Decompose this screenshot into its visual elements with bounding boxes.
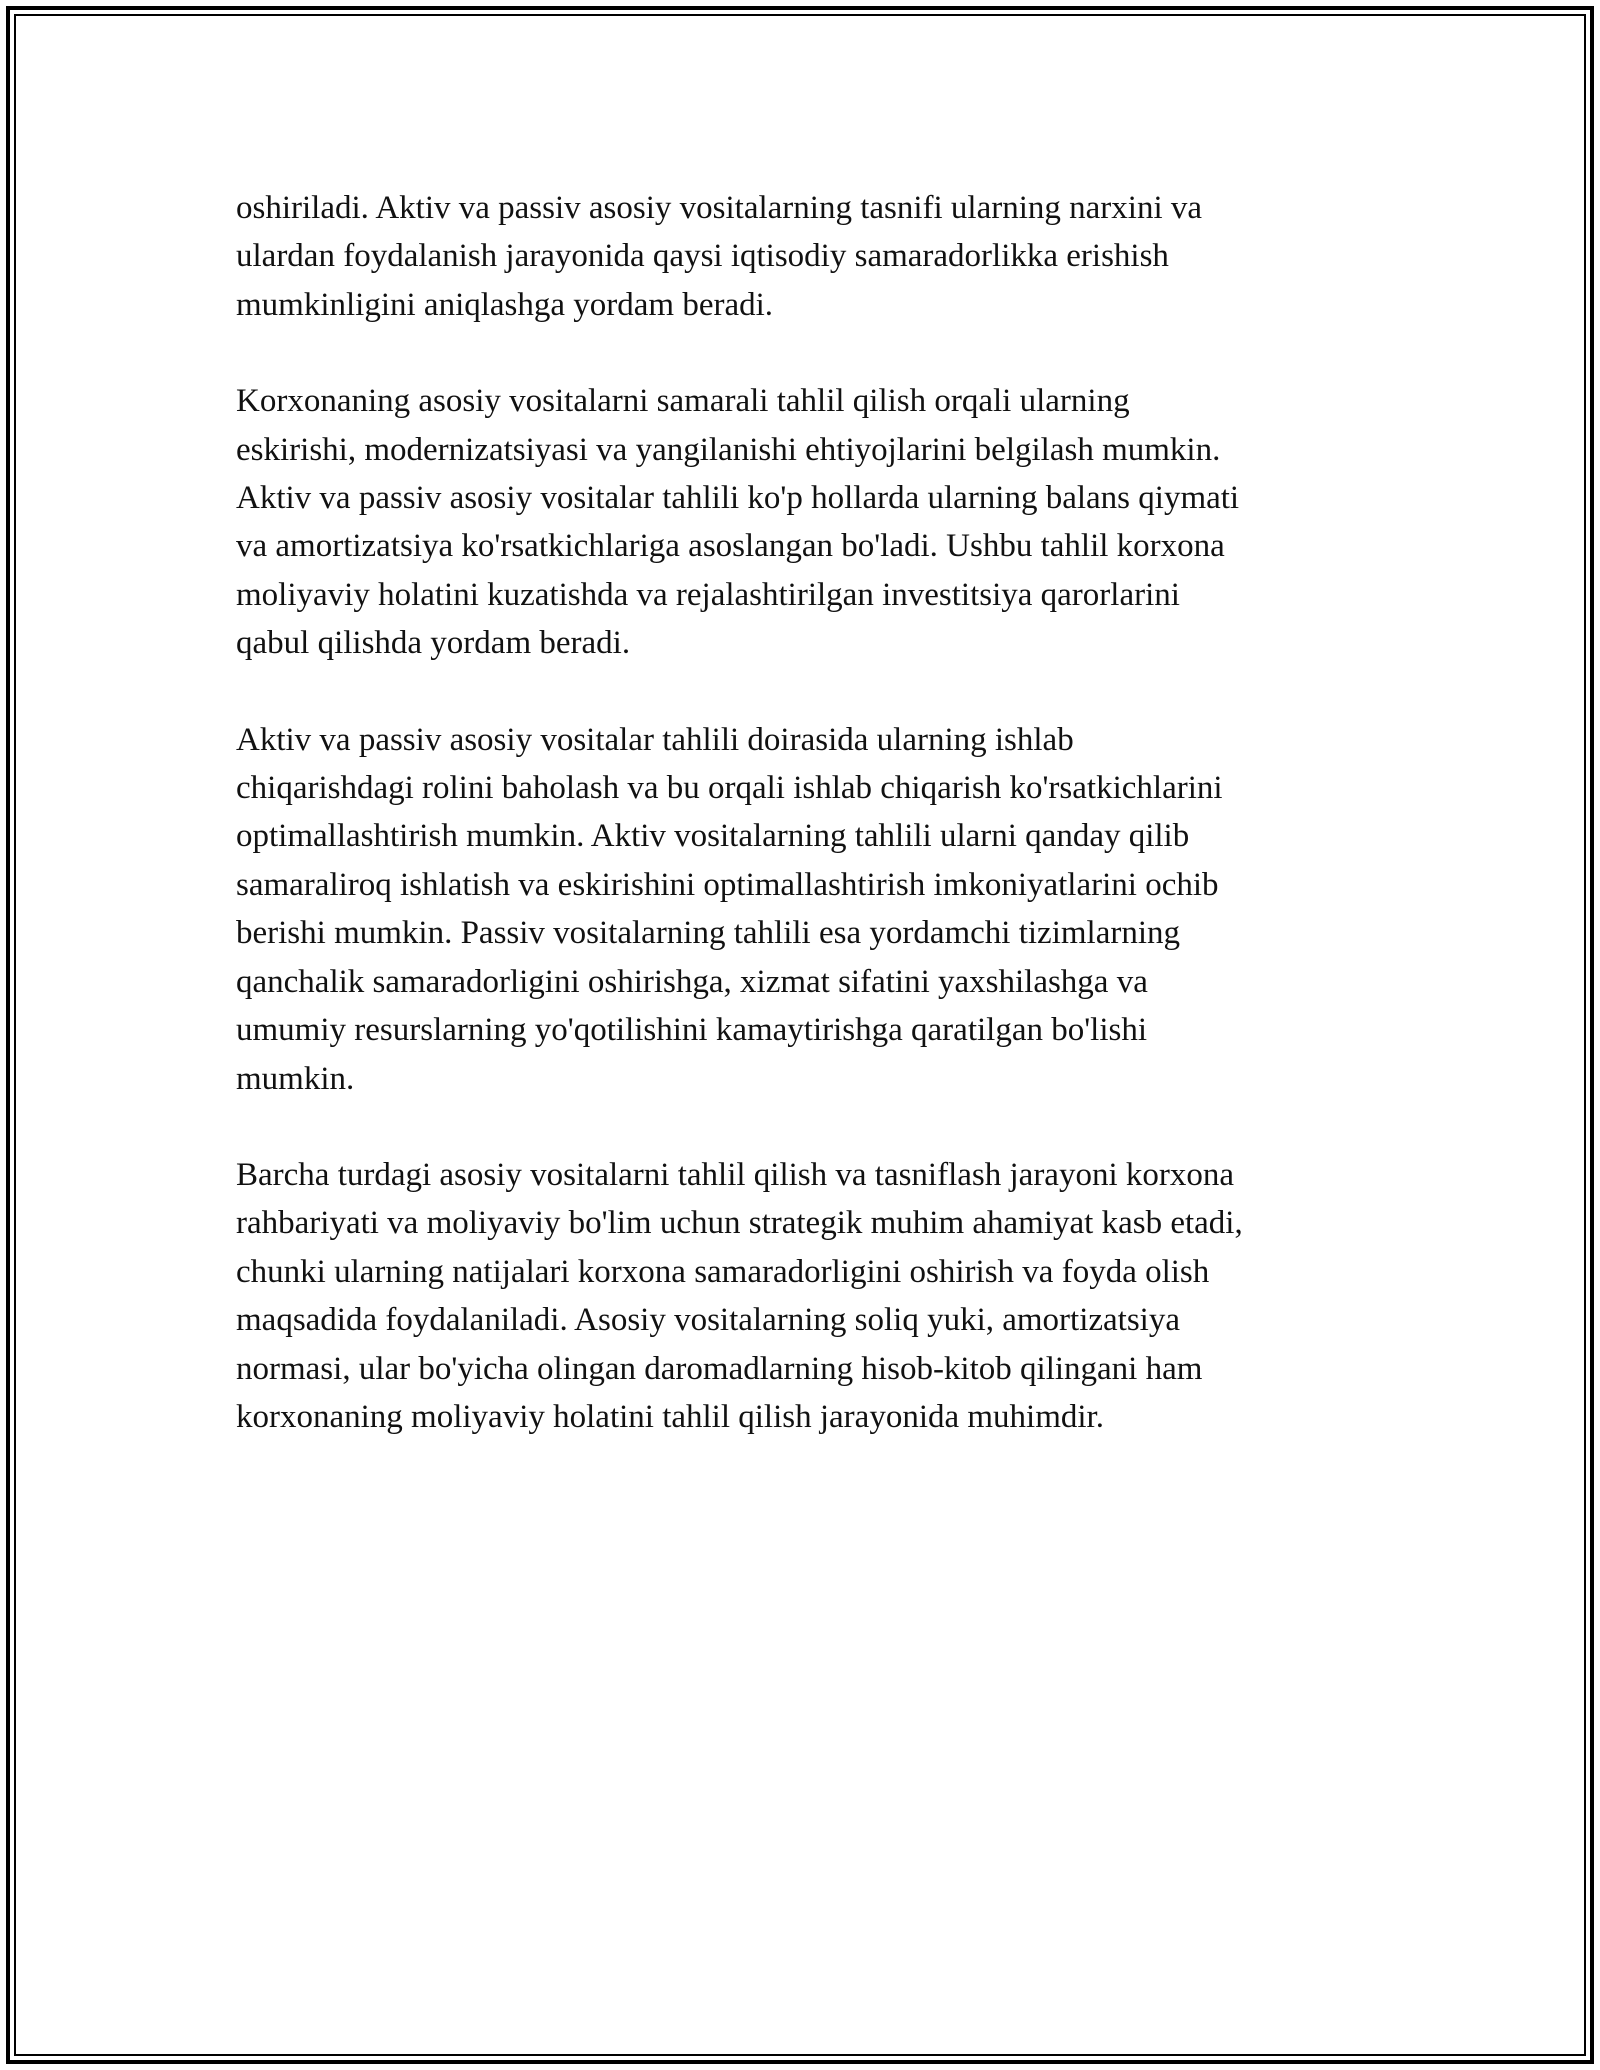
text-line: chiqarishdagi rolini baholash va bu orqali ishlab chiqarish ko'rsatkichlarini: [236, 770, 1223, 807]
text-line: mumkinligini aniqlashga yordam beradi.: [236, 286, 774, 323]
text-line: berishi mumkin. Passiv vositalarning tahlili esa yordamchi tizimlarning: [236, 915, 1181, 952]
text-line: umumiy resurslarning yo'qotilishini kamaytirishga qaratilgan bo'lishi: [236, 1012, 1148, 1049]
text-line: oshiriladi. Aktiv va passiv asosiy vositalarning tasnifi ularning narxini va: [236, 190, 1203, 226]
text-line: moliyaviy holatini kuzatishda va rejalashtirilgan investitsiya qarorlarini: [236, 576, 1180, 613]
text-line: qanchalik samaradorligini oshirishga, xizmat sifatini yaxshilashga va: [236, 963, 1148, 1000]
text-line: mumkin.: [236, 1060, 355, 1097]
paragraph-1: [236, 184, 1376, 329]
text-line: korxonaning moliyaviy holatini tahlil qilish jarayonida muhimdir.: [236, 1398, 1104, 1435]
paragraph-2: [236, 377, 1376, 667]
text-line: samaraliroq ishlatish va eskirishini optimallashtirish imkoniyatlarini ochib: [236, 866, 1219, 903]
text-line: va amortizatsiya ko'rsatkichlariga asoslangan bo'ladi. Ushbu tahlil korxona: [236, 528, 1225, 565]
text-line: eskirishi, modernizatsiyasi va yangilanishi ehtiyojlarini belgilash mumkin.: [236, 431, 1221, 468]
paragraph-3: [236, 716, 1376, 1103]
text-line: Barcha turdagi asosiy vositalarni tahlil qilish va tasniflash jarayoni korxona: [236, 1156, 1235, 1193]
document-body: [236, 184, 1376, 1489]
text-line: rahbariyati va moliyaviy bo'lim uchun strategik muhim ahamiyat kasb etadi,: [236, 1205, 1243, 1242]
text-line: Aktiv va passiv asosiy vositalar tahlili doirasida ularning ishlab: [236, 721, 1074, 758]
text-line: optimallashtirish mumkin. Aktiv vositalarning tahlili ularni qanday qilib: [236, 818, 1190, 855]
text-line: normasi, ular bo'yicha olingan daromadlarning hisob-kitob qilingani ham: [236, 1350, 1203, 1387]
text-line: Aktiv va passiv asosiy vositalar tahlili ko'p hollarda ularning balans qiymati: [236, 480, 1240, 517]
text-line: ulardan foydalanish jarayonida qaysi iqtisodiy samaradorlikka erishish: [236, 238, 1169, 275]
paragraph-4: [236, 1151, 1376, 1441]
text-line: maqsadida foydalaniladi. Asosiy vositalarning soliq yuki, amortizatsiya: [236, 1302, 1180, 1339]
text-line: Korxonaning asosiy vositalarni samarali tahlil qilish orqali ularning: [236, 383, 1130, 420]
text-line: qabul qilishda yordam beradi.: [236, 625, 631, 662]
text-line: chunki ularning natijalari korxona samaradorligini oshirish va foyda olish: [236, 1253, 1210, 1290]
